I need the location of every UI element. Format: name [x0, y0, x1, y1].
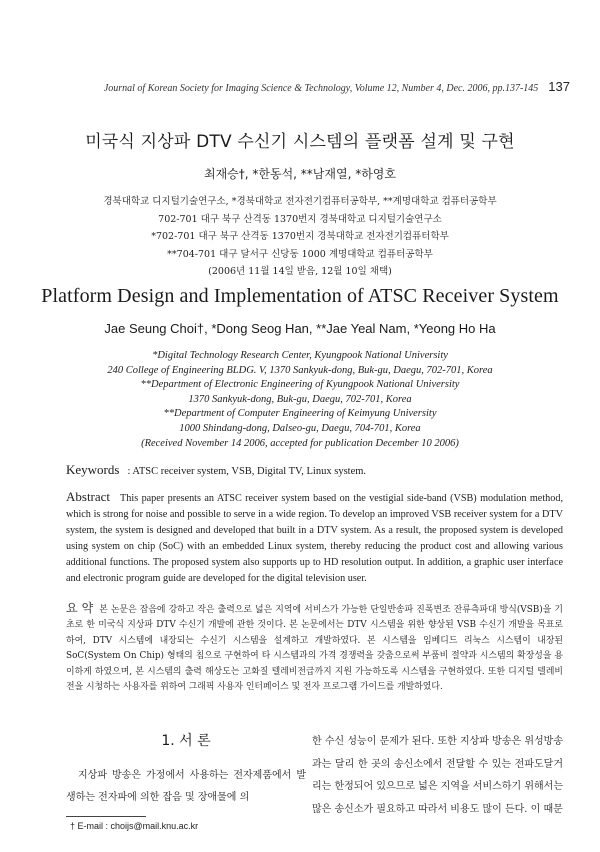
- english-title: Platform Design and Implementation of ATSC Receiver System: [41, 285, 559, 307]
- keywords: [66, 462, 566, 478]
- abstract-label: Abstract: [66, 489, 111, 504]
- korean-affiliation-line: 702-701 대구 북구 산격동 1370번지 경북대학교 디지털기술연구소: [158, 213, 442, 225]
- english-affiliation-line: **Department of Electronic Engineering of Kyungpook National University: [140, 379, 460, 391]
- abstract-text: This paper presents an ATSC receiver system based on the vestigial side-band (VSB) modulation method, which is strong for noise and possible to serve in a wide region. To develop an improved VSB receiver system for a DTV system, the system is designed and developed that built in a DTV system. As a result, the proposed system is developed using system on chip (SoC) with an embedded Linux system, thereby reducing the product cost and allowing various additional functions. The proposed system also supports up to HD resolution output. In addition, a graphic user interface and electronic program guide are developed for the digital television user.: [66, 493, 563, 584]
- korean-title: 미국식 지상파 DTV 수신기 시스템의 플랫폼 설계 및 구현: [85, 132, 515, 152]
- keywords-text: : ATSC receiver system, VSB, Digital TV, Linux system.: [127, 466, 367, 477]
- english-authors: Jae Seung Choi†, *Dong Seog Han, **Jae Yeal Nam, *Yeong Ho Ha: [104, 321, 496, 336]
- korean-authors: 최재승†, *한동석, **남재열, *하영호: [204, 167, 396, 181]
- korean-affiliation-line: **704-701 대구 달서구 신당동 1000 계명대학교 컴퓨터공학부: [167, 248, 433, 260]
- section-heading: 1. 서 론: [161, 733, 211, 749]
- english-received-date: (Received November 14 2006, accepted for publication December 10 2006): [141, 437, 459, 449]
- english-abstract: [66, 489, 563, 586]
- footnote-divider: [66, 816, 146, 817]
- english-affiliations: [0, 349, 600, 451]
- korean-affiliations: [0, 193, 600, 281]
- korean-abstract-text: 본 논문은 잡음에 강하고 작은 출력으로 넓은 지역에 서비스가 가능한 단일반송파 진폭변조 잔류측파대 방식(VSB)을 기초로 한 미국식 지상파 DTV 수신기 개발에 관한 것이다. 본 논문에서는 DTV 시스템을 위한 향상된 VSB 수신기 개발을 목표로 하여, DTV 시스템에 내장되는 수신기 시스템을 설계하고 개발하였다. 본 시스템을 임베디드 리눅스 시스템이 내장된 SoC(System On Chip) 형태의 칩으로 구현하여 타 시스템과의 가격 경쟁력을 갖춤으로써 부품비 절약과 시스템의 확장성을 용이하게 하였으며, 본 시스템의 출력 해상도는 고화질 텔레비전급까지 지원 가능하도록 시스템을 구현하였다. 또한 디지털 텔레비전을 시청하는 사용자를 위하여 그래픽 사용자 인터페이스 및 전자 프로그램 가이드를 개발하였다.: [66, 605, 564, 693]
- keywords-label: Keywords: [66, 462, 120, 477]
- korean-abstract-label: 요 약: [66, 601, 94, 615]
- english-affiliation-line: 1000 Shindang-dong, Dalseo-gu, Daegu, 704-701, Korea: [179, 422, 421, 434]
- korean-affiliation-line: 경북대학교 디지털기술연구소, *경북대학교 전자전기컴퓨터공학부, **계명대학교 컴퓨터공학부: [103, 196, 497, 207]
- english-affiliation-line: *Digital Technology Research Center, Kyungpook National University: [152, 350, 448, 361]
- right-column-text: 한 수신 성능이 문제가 된다. 또한 지상파 방송은 위성방송과는 달리 한 곳의 송신소에서 전달할 수 있는 전파도달거리는 한정되어 있으므로 넓은 지역을 서비스하기 위해서는 많은 송신소가 필요하고 따라서 비용도 많이 든다. 이 때문: [312, 736, 563, 815]
- journal-citation: Journal of Korean Society for Imaging Science & Technology, Volume 12, Number 4, Dec. 2006, pp.137-145: [103, 83, 539, 94]
- left-column-text: 지상파 방송은 가정에서 사용하는 전자제품에서 발생하는 전자파에 의한 잡음 및 장애물에 의: [66, 770, 306, 803]
- right-column: [312, 731, 563, 821]
- korean-received-date: (2006년 11월 14일 받음, 12월 10일 채택): [208, 266, 392, 277]
- running-header: [40, 79, 570, 94]
- footnote-email: † E-mail : choijs@mail.knu.ac.kr: [70, 821, 199, 831]
- korean-affiliation-line: *702-701 대구 북구 산격동 1370번지 경북대학교 전자전기컴퓨터학부: [151, 231, 449, 242]
- english-affiliation-line: 240 College of Engineering BLDG. V, 1370 Sankyuk-dong, Buk-gu, Daegu, 702-701, Korea: [107, 364, 493, 376]
- left-column: [66, 730, 306, 809]
- page-number: 137: [548, 79, 570, 94]
- korean-abstract: [66, 601, 563, 695]
- english-affiliation-line: **Department of Computer Engineering of Keimyung University: [163, 408, 437, 420]
- english-affiliation-line: 1370 Sankyuk-dong, Buk-gu, Daegu, 702-701, Korea: [188, 393, 412, 405]
